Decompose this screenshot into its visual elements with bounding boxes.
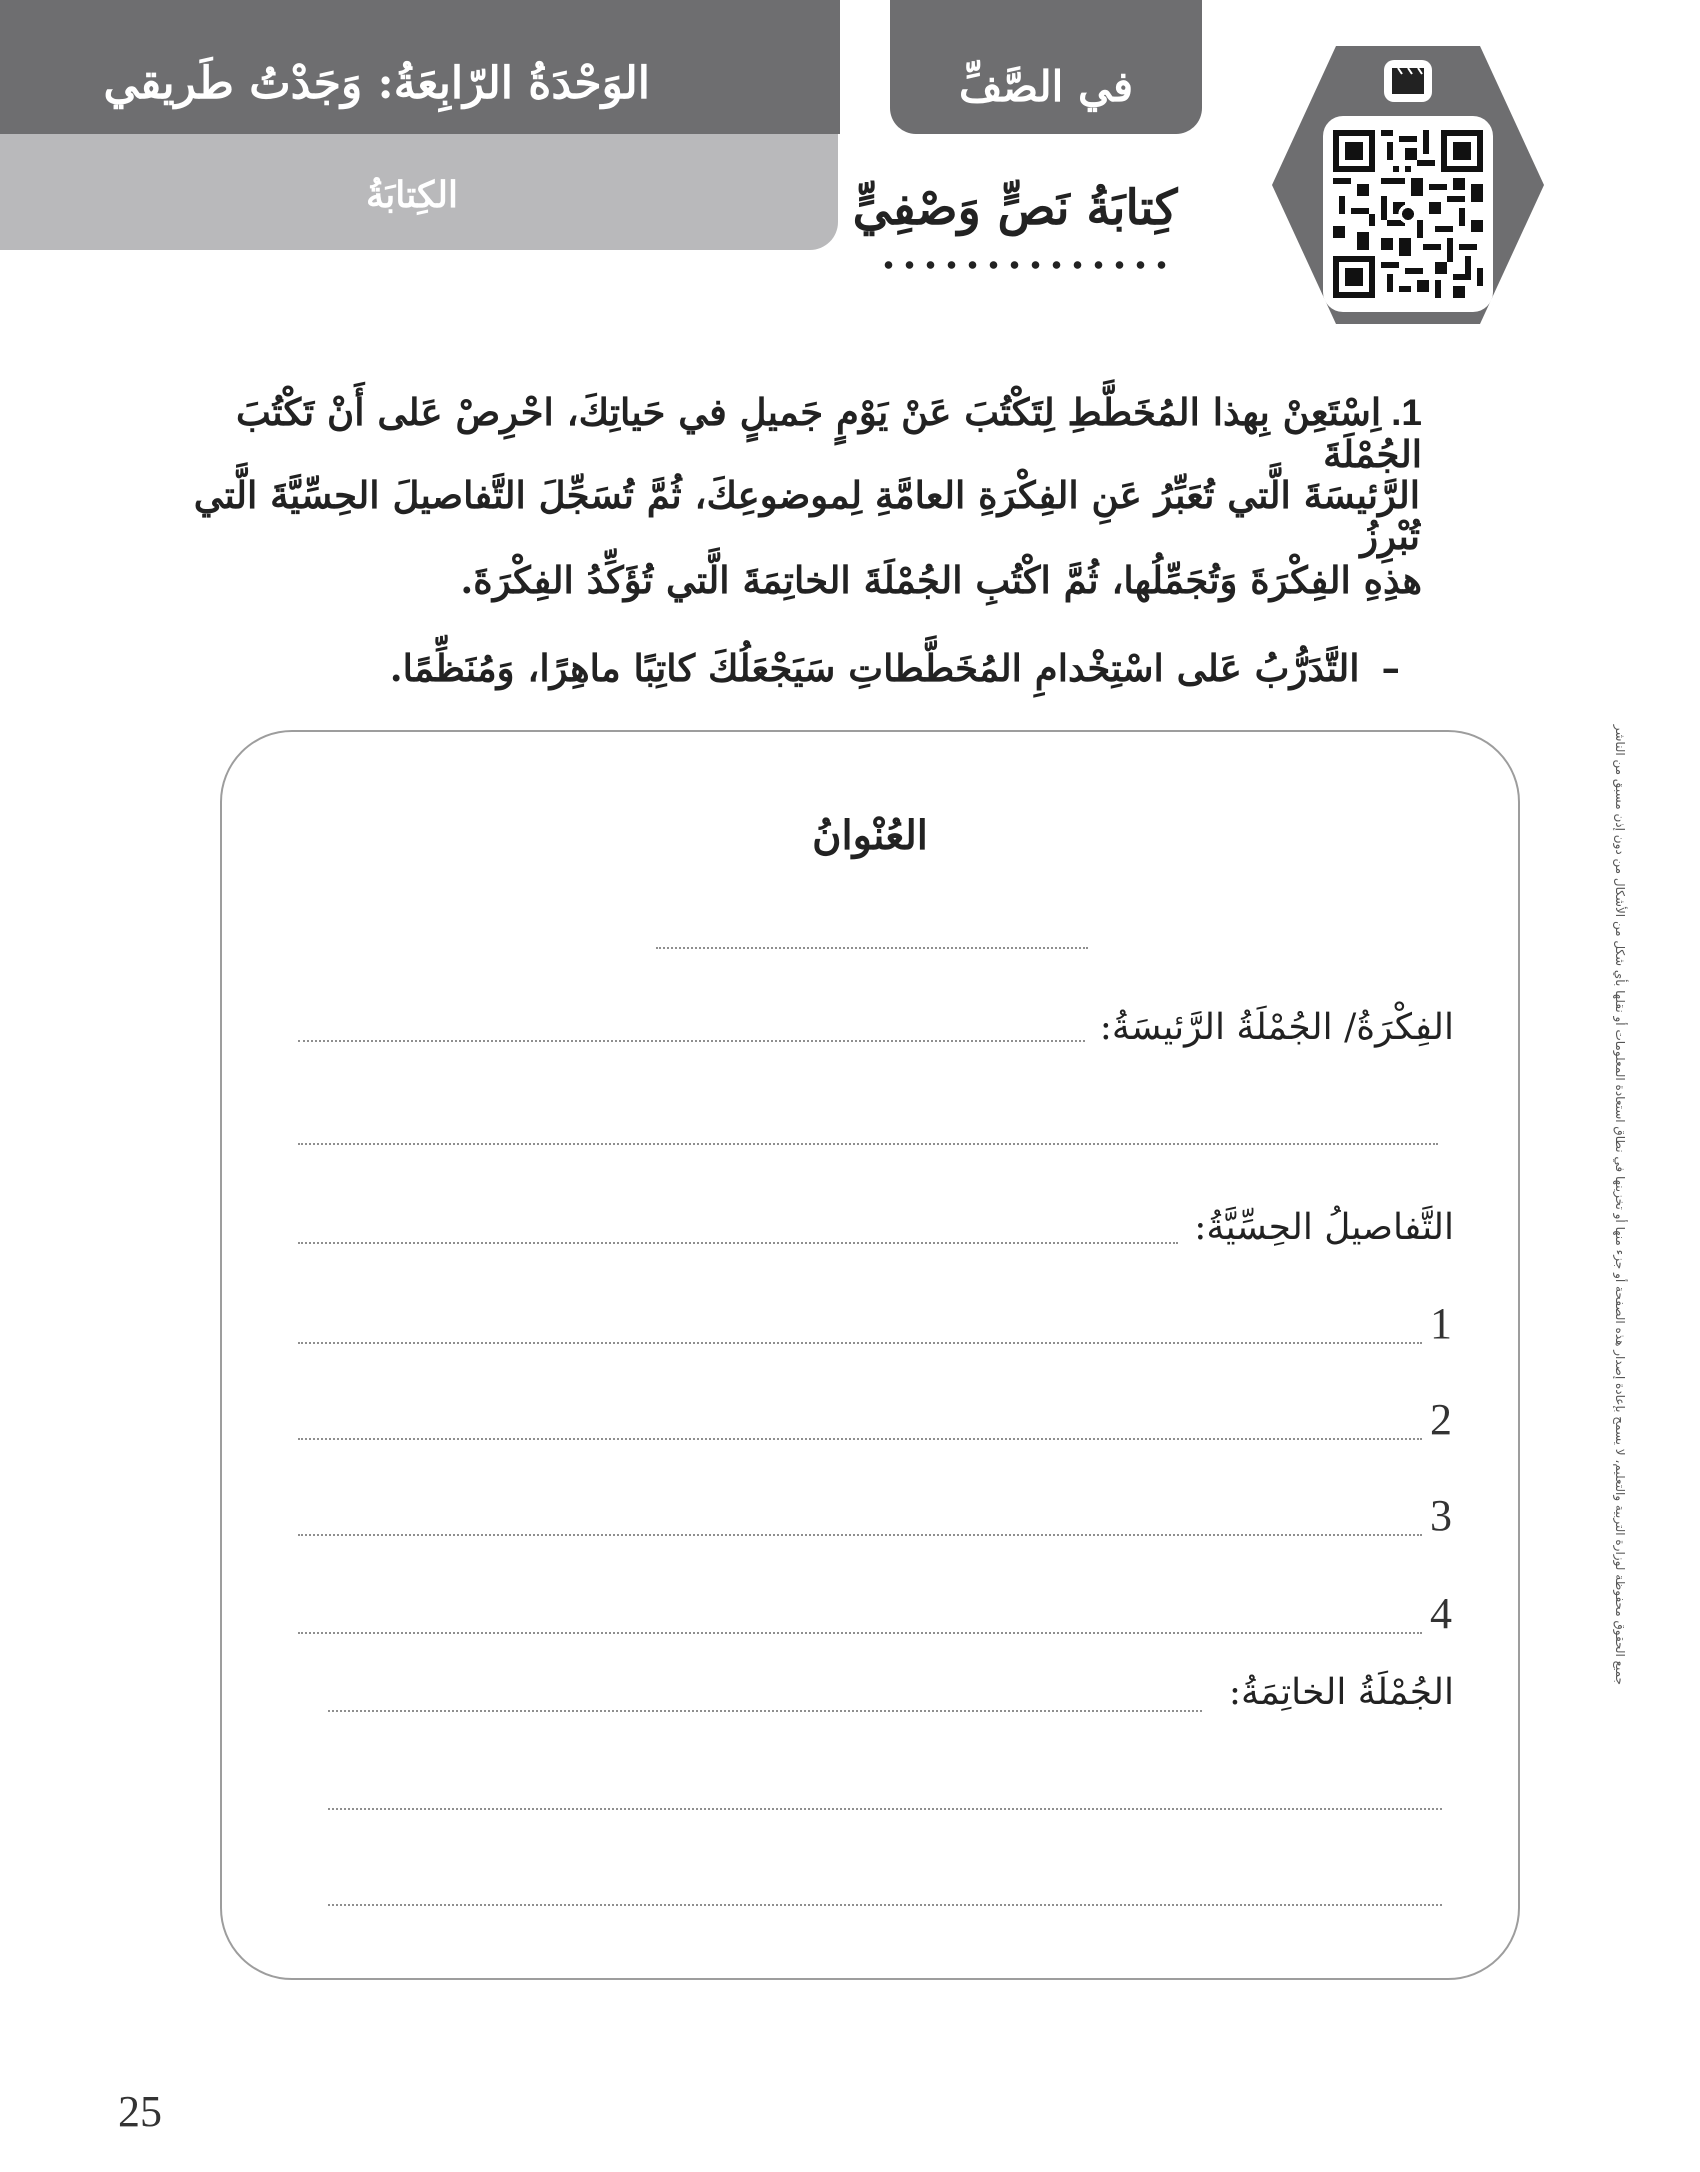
instruction-line-2: الرَّئيسَةَ الَّتي تُعَبِّرُ عَنِ الفِكْرَةِ العامَّةِ لِموضوعِكَ، ثُمَّ تُسَجِّلَ التَّفاصيلَ الحِسِّيَّةَ الَّتي تُبْرِزُ [193, 473, 1420, 558]
detail-answer-line-2[interactable] [298, 1438, 1422, 1440]
question-number: 1. [1391, 392, 1422, 433]
main-idea-label: الفِكْرَةُ/ الجُمْلَةُ الرَّئيسَةُ: [1099, 1007, 1454, 1048]
video-camera-icon [1380, 58, 1436, 104]
tip-dash: – [1381, 646, 1400, 690]
unit-banner [0, 0, 840, 134]
unit-title: الوَحْدَةُ الرّابِعَةُ: وَجَدْتُ طَريقي [103, 58, 650, 109]
instruction-text-1: اِسْتَعِنْ بِهذا المُخَطَّطِ لِتَكْتُبَ عَنْ يَوْمٍ جَميلٍ في حَياتِكَ، احْرِصْ عَلى أَنْ تَكْتُبَ الجُمْلَةَ [235, 390, 1422, 476]
conclusion-answer-line-3[interactable] [328, 1904, 1442, 1906]
page-number: 25 [118, 2087, 162, 2136]
conclusion-label: الجُمْلَةُ الخاتِمَةُ: [1228, 1672, 1454, 1713]
class-tab [890, 0, 1202, 134]
class-tab-label: في الصَّفِّ [958, 62, 1134, 111]
detail-answer-line-3[interactable] [298, 1534, 1422, 1536]
copyright-text: جميع الحقوق محفوظة لوزارة التربية والتعليم، لا يسمح بإعادة إصدار هذه الصفحة أو جزء منها أو تخزينها في نطاق استعادة المعلومات أو نقلها بأي شكل من الأشكال من دون إذن مسبق من الناشر [1613, 724, 1627, 1685]
tip-text: التَّدَرُّبُ عَلى اسْتِخْدامِ المُخَطَّطاتِ سَيَجْعَلُكَ كاتِبًا ماهِرًا، وَمُنَظِّمًا. [389, 646, 1360, 690]
conclusion-answer-line-2[interactable] [328, 1808, 1442, 1810]
outline-title: العُنْوانُ [812, 812, 928, 859]
copyright-note [1608, 505, 1632, 1685]
detail-number-2: 2 [1430, 1395, 1452, 1444]
title-answer-line[interactable] [656, 947, 1088, 949]
outline-frame [220, 730, 1520, 1980]
detail-number-1: 1 [1430, 1299, 1452, 1348]
detail-answer-line-1[interactable] [298, 1342, 1422, 1344]
detail-number-4: 4 [1430, 1589, 1452, 1638]
qr-box [1323, 116, 1493, 312]
conclusion-answer-line-1[interactable] [328, 1710, 1202, 1712]
qr-code-icon [1333, 130, 1483, 298]
section-banner [0, 134, 838, 250]
details-label: التَّفاصيلُ الحِسِّيَّةُ: [1194, 1207, 1454, 1248]
lesson-title-underline [878, 258, 1168, 272]
instruction-tip [190, 648, 1400, 689]
instruction-line-3: هذِهِ الفِكْرَةَ وَتُجَمِّلُها، ثُمَّ اكْتُبِ الجُمْلَةَ الخاتِمَةَ الَّتي تُؤَكِّدُ الفِكْرَةَ. [460, 558, 1422, 602]
main-idea-answer-line-1[interactable] [298, 1040, 1085, 1042]
lesson-title: كِتابَةُ نَصٍّ وَصْفِيٍّ [852, 180, 1178, 236]
detail-number-3: 3 [1430, 1491, 1452, 1540]
main-idea-answer-line-2[interactable] [298, 1143, 1438, 1145]
details-answer-line[interactable] [298, 1242, 1178, 1244]
instruction-line-1 [190, 392, 1422, 474]
detail-answer-line-4[interactable] [298, 1632, 1422, 1634]
qr-badge[interactable] [1268, 40, 1548, 330]
section-title: الكِتابَةُ [365, 174, 458, 216]
